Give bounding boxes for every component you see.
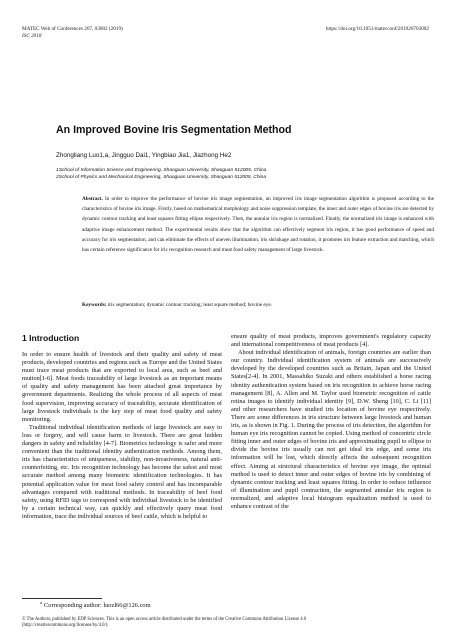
body-column-right bbox=[231, 333, 431, 511]
corresponding-author-footnote bbox=[40, 600, 151, 609]
body-column-left bbox=[22, 351, 222, 521]
paper-title: An Improved Bovine Iris Segmentation Method bbox=[56, 124, 292, 136]
affiliation-2: 2School of Physics and Mechanical Engineering, Shaoguan University, Shaoguan 512005, China bbox=[56, 175, 267, 180]
paragraph: ensure quality of meat products, improves government's regulatory capacity and international competitiveness of meat products [4]. bbox=[231, 333, 431, 349]
footnote-text: Corresponding author: luozl66@126.com bbox=[44, 602, 151, 610]
author-list: Zhongliang Luo1,a, Jingguo Dai1, Yingbiao Jia1, Jiazhong He2 bbox=[56, 152, 232, 159]
keywords-text: iris segmentation; dynamic contour tracking; least square method; bovine eye. bbox=[107, 302, 272, 308]
abstract bbox=[82, 194, 434, 255]
section-heading-introduction: 1 Introduction bbox=[22, 333, 80, 343]
license-footer bbox=[22, 617, 442, 630]
keywords bbox=[82, 302, 432, 309]
affiliation-1: 1School of Information Science and Engineering, Shaoguan University, Shaoguan 512005, China bbox=[56, 168, 267, 173]
footnote-marker: a bbox=[40, 600, 43, 605]
license-link[interactable]: (http://creativecommons.org/licenses/by/4.0/). bbox=[22, 623, 109, 629]
license-text: © The Authors, published by EDP Sciences. This is an open access article distributed under the terms of the Creative Commons Attribution License 4.0 bbox=[22, 617, 307, 622]
abstract-text: In order to improve the performance of bovine iris image segmentation, an improved iris image segmentation algorithm is proposed according to the characteristics of bovine iris image. Firstly, based on mathematical morphology and noise suppression template, the inner and outer edges of bovine iris are detected by dynamic contour tracking and least squares fitting ellipse respectively. Then, the annular iris region is normalized. Finally, the normalized iris image is enhanced with adaptive image enhancement method. The experimental results show that the algorithm can effectively segment iris region, it has good performance of speed and accuracy for iris segmentation, and can eliminate the effects of uneven illumination, iris shrinkage and rotation, it promotes iris feature extraction and matching, which has certain reference significance for iris recognition research and meat food safety management of large livestock. bbox=[82, 196, 434, 254]
paragraph: About individual identification of animals, foreign countries are earlier than our country. Individual identification system of animals are successively developed by the developed countries such as Britain, Japan and the United States[2-4]. In 2001, Massahiko Suzaki and others established a horse racing identity authentication system based on iris recognition to achieve horse racing management [8], A. Allen and M. Taylor used biometric recognition of cattle retina images to identify individual identity [9], D.W. Sheng [10], C. Li [11] and other researchers have studied iris location of bovine eye respectively. There are some differences in iris structure between large livestock and human iris, as is shown in Fig. 1. During the process of iris detection, the algorithm for human eye iris recognition cannot be copied. Using method of concentric circle fitting inner and outer edges of bovine iris and approximating pupil to ellipse to divide the bovine iris usually can not get ideal iris edge, and some iris information will be lost, which directly affects the subsequent recognition effect. Aiming at structural characteristics of bovine eye image, the optimal method is used to detect inner and outer edges of bovine iris by combining of dynamic contour tracking and least squares fitting. In order to reduce influence of illumination and pupil contraction, the segmented annular iris region is normalized, and adaptive local histogram equalization method is used to enhance contrast of the bbox=[231, 349, 431, 510]
running-header-left bbox=[22, 26, 123, 40]
footnote-divider bbox=[22, 598, 102, 599]
doi-link[interactable]: https://doi.org/10.1051/matecconf/201926703002 bbox=[325, 26, 429, 32]
paragraph: Traditional individual identification methods of large livestock are easy to loss or forgery, and will cause harm to livestock. There are great hidden dangers in safety and reliability [4-7]. Biometrics technology is safer and more convenient than the traditional identity authentication methods. Among them, iris has characteristics of uniqueness, stability, non-invasiveness, natural anti-counterfeiting, etc. Iris recognition technology has become the safest and most accurate method among many biometric identification technologies. It has potential application value for meat food safety control and has incomparable advantages compared with traditional methods. In traceability of beef food safety, using RFID tags to correspond with individual livestock to be identified by a certain technical way, can quickly and effectively query meat food information, trace the individual sources of beef cattle, which is helpful to bbox=[22, 423, 222, 520]
keywords-label: Keywords: bbox=[82, 302, 107, 308]
paragraph: In order to ensure health of livestock and their quality and safety of meat products, developed countries and regions such as Europe and the United States must trace meat products that are exported to local area, such as beef and mutton[1-6]. Meat foods traceability of large livestock as an important means of quality and safety management has been attached great importance by government departments. Realizing the whole process of all aspects of meat food supervision, improving accuracy of traceability, accurate identification of large livestock individuals is the key step of meat food quality and safety monitoring. bbox=[22, 351, 222, 423]
journal-citation: MATEC Web of Conferences 267, 03002 (2019) bbox=[22, 26, 123, 32]
conference-name: ISC 2018 bbox=[22, 33, 42, 39]
abstract-label: Abstract. bbox=[82, 196, 103, 202]
